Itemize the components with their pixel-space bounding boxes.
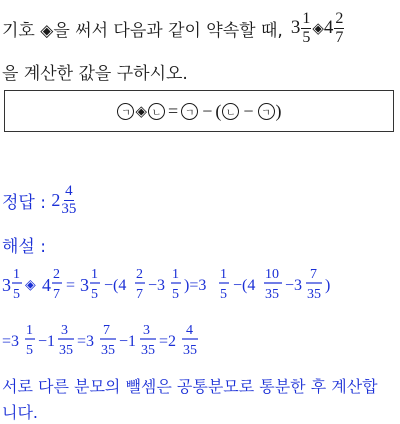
svg-text:1: 1 <box>13 267 20 282</box>
question-text: 기호 ◈을 써서 다음과 같이 약속할 때, <box>2 20 283 41</box>
svg-text:1: 1 <box>91 267 98 282</box>
svg-text:−1: −1 <box>38 333 56 350</box>
svg-text:5: 5 <box>26 343 33 358</box>
circled-giyeok-icon: ㄱ <box>181 103 198 120</box>
svg-text:7: 7 <box>53 287 60 302</box>
svg-text:5: 5 <box>172 287 179 302</box>
solution-equation-2 <box>0 312 400 368</box>
svg-text:−(4: −(4 <box>104 277 127 294</box>
svg-text:35: 35 <box>101 343 115 358</box>
expr-a-num: 1 <box>302 9 311 27</box>
svg-text:7: 7 <box>310 267 317 282</box>
circled-nieun-icon: ㄴ <box>148 103 165 120</box>
right-paren: ) <box>275 100 282 121</box>
answer-whole: 2 <box>51 189 61 210</box>
expr-b-den: 7 <box>335 28 344 46</box>
svg-text:2: 2 <box>136 267 143 282</box>
expr-a-whole: 3 <box>290 17 301 38</box>
diamond-operator-icon: ◈ <box>312 19 324 37</box>
svg-text:4: 4 <box>42 275 51 295</box>
answer-num: 4 <box>65 182 73 199</box>
svg-text:◈: ◈ <box>25 277 36 293</box>
svg-text:=2: =2 <box>159 333 177 350</box>
expr-a-den: 5 <box>302 28 311 46</box>
solution-equation-1 <box>0 256 400 312</box>
svg-text:−(4: −(4 <box>233 277 256 294</box>
answer-den: 35 <box>61 200 77 217</box>
question-text-2: 을 계산한 값을 구하시오. <box>2 63 188 84</box>
svg-text:=: = <box>66 277 76 294</box>
svg-text:7: 7 <box>136 287 143 302</box>
solution-note-2: 니다. <box>2 402 38 422</box>
answer-label: 정답 : <box>2 192 52 213</box>
solution-label-line <box>2 232 46 256</box>
svg-text:35: 35 <box>307 287 321 302</box>
svg-text:35: 35 <box>183 343 197 358</box>
svg-text:1: 1 <box>26 323 33 338</box>
svg-text:2: 2 <box>53 267 60 282</box>
solution-note-1: 서로 다른 분모의 뺄셈은 공통분모로 통분한 후 계산합 <box>2 376 378 396</box>
minus-sign: − <box>202 100 213 121</box>
answer-fraction <box>61 184 76 217</box>
definition-box <box>4 90 394 132</box>
circled-nieun-icon: ㄴ <box>222 103 239 120</box>
svg-text:): ) <box>325 277 331 294</box>
svg-text:35: 35 <box>59 343 73 358</box>
question-line-1 <box>2 8 345 48</box>
svg-text:10: 10 <box>265 267 279 282</box>
diamond-operator-icon: ◈ <box>135 102 148 120</box>
svg-text:35: 35 <box>141 343 155 358</box>
svg-text:)=3: )=3 <box>184 277 207 294</box>
svg-text:−3: −3 <box>148 277 166 294</box>
svg-text:5: 5 <box>13 287 20 302</box>
svg-text:=3: =3 <box>77 333 95 350</box>
minus-sign: − <box>243 100 254 121</box>
svg-text:=3: =3 <box>2 333 20 350</box>
left-paren: ( <box>215 100 222 121</box>
svg-text:3: 3 <box>143 323 150 338</box>
svg-text:−3: −3 <box>285 277 303 294</box>
svg-text:1: 1 <box>220 267 227 282</box>
answer-line <box>2 178 77 222</box>
svg-text:−1: −1 <box>119 333 137 350</box>
svg-text:4: 4 <box>186 323 193 338</box>
circled-giyeok-icon: ㄱ <box>117 103 134 120</box>
svg-text:7: 7 <box>103 323 110 338</box>
solution-note-line-1 <box>2 374 378 396</box>
svg-text:35: 35 <box>265 287 279 302</box>
expr-b-fraction <box>334 11 344 46</box>
svg-text:3: 3 <box>80 275 89 295</box>
equals-sign: = <box>168 100 179 121</box>
expr-b-whole: 4 <box>323 17 334 38</box>
solution-label: 해설 : <box>2 236 46 257</box>
solution-note-line-2 <box>2 400 38 422</box>
svg-text:5: 5 <box>220 287 227 302</box>
svg-text:3: 3 <box>2 275 11 295</box>
svg-text:3: 3 <box>61 323 68 338</box>
expr-b-num: 2 <box>335 9 344 27</box>
svg-text:5: 5 <box>91 287 98 302</box>
question-line-2 <box>2 58 188 84</box>
circled-giyeok-icon: ㄱ <box>258 103 275 120</box>
svg-text:1: 1 <box>172 267 179 282</box>
expr-a-fraction <box>301 11 311 46</box>
